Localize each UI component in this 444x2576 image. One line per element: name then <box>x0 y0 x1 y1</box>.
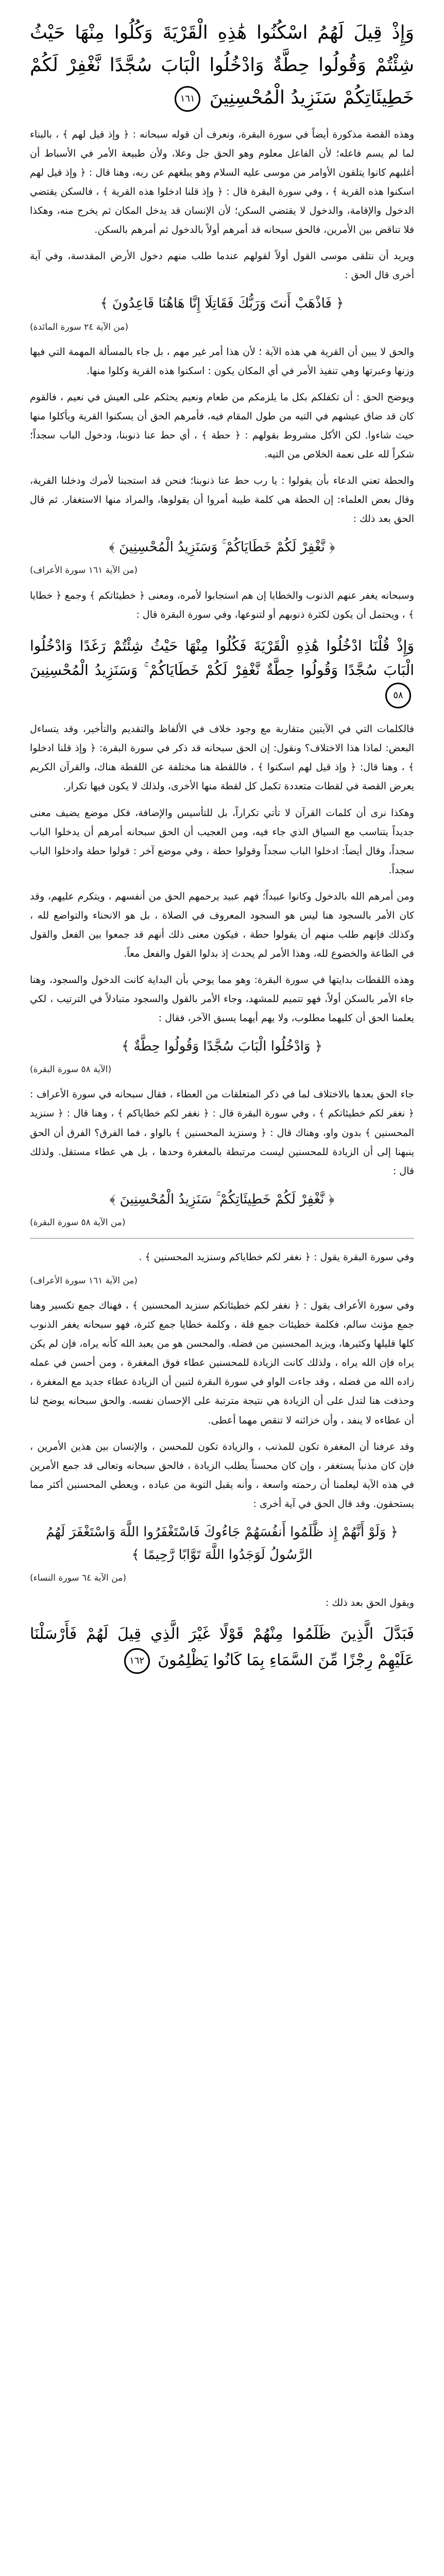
commentary-paragraph-14: وقد عرفنا أن المغفرة تكون للمذنب ، والزيادة تكون للمحسن ، والإنسان بين هذين الأمرين ، فإن كان مذنباً يستغفر ، وإن كان محسناً يطلب الزيادة ، فالحق سبحانه وتعالى قد جمع الأمرين في هذه الآية ليعلمنا أن رحمته واسعة ، وأنه يقبل التوبة من عباده ، ويعطي المحسنين أكثر مما يستحقون. وقد قال الحق في آية أخرى : <box>30 1440 414 1510</box>
reference-1: (من الآية ٢٤ سورة المائدة) <box>30 321 129 332</box>
quoted-verse-1-text: فَاذْهَبْ أَنتَ وَرَبُّكَ فَقَاتِلَا إِنَّا هَاهُنَا قَاعِدُونَ <box>112 296 332 312</box>
quoted-verse-3-text: وَادْخُلُوا الْبَابَ سُجَّدًا وَقُولُوا حِطَّةٌ <box>133 1039 311 1055</box>
section-divider <box>30 1238 414 1239</box>
commentary-paragraph-8: وهكذا نرى أن كلمات القرآن لا تأتي تكراراً، بل للتأسيس والإضافة، فكل موضع يضيف معنى جديداً يتناسب مع السياق الذي جاء فيه، ومن العجيب أن الحق سبحانه أمرهم أن يدخلوا الباب سجداً، وقال أيضاً: ادخلوا الباب سجداً وقولوا حطة ، وفي موضع آخر : قولوا حطة وادخلوا الباب سجداً. <box>30 807 414 876</box>
reference-3: (الآية ٥٨ سورة البقرة) <box>30 1064 112 1075</box>
ayah-number-mark: ١٦١ <box>175 86 200 112</box>
reference-2: (من الآية ١٦١ سورة الأعراف) <box>30 565 138 576</box>
reference-6: (من الآية ٦٤ سورة النساء) <box>30 1573 126 1584</box>
commentary-paragraph-11: جاء الحق بعدها بالاختلاف لما في ذكر المتعلقات من العطاء ، فقال سبحانه في سورة الأعراف : ﴿ نغفر لكم خطيئاتكم ﴾ ، وفي سورة البقرة قال : ﴿ نغفر لكم خطاياكم ﴾ ، وهنا قال : ﴿ سنزيد المحسنين ﴾ بدون واو، وهناك قال : ﴿ وسنزيد المحسنين ﴾ بالواو ، فما الفرق؟ الفرق أن الحق ينبهنا إلى أن الزيادة للمحسنين ليست مرتبطة بالمغفرة وحدها ، بل هي عطاء مستقل. ولذلك قال : <box>30 1089 414 1177</box>
commentary-paragraph-15: ويقول الحق بعد ذلك : <box>325 1597 414 1609</box>
opening-verse <box>30 16 414 114</box>
quoted-verse-5: ﴿ وَلَوْ أَنَّهُمْ إِذ ظَّلَمُوا أَنفُسَهُمْ جَاءُوكَ فَاسْتَغْفَرُوا اللَّهَ وَاسْتَغْفَرَ لَهُمُ الرَّسُولُ لَوَجَدُوا اللَّهَ تَوَّابًا رَّحِيمًا ﴾ <box>46 1524 398 1563</box>
commentary-paragraph-5: والحطة تعني الدعاء بأن يقولوا : يا رب حط عنا ذنوبنا؛ فنحن قد استجبنا لأمرك ودخلنا القرية، وقال بعض العلماء: إن الحطة هي كلمة طيبة أمروا أن يقولوها، والمراد منها الاستغفار. ثم قال الحق بعد ذلك : <box>30 475 414 525</box>
commentary-paragraph-10: وهذه اللقطات بدايتها في سورة البقرة: وهو مما يوحي بأن البداية كانت الدخول والسجود، وهنا جاء الأمر بالسكن أولاً، فهو تتميم للمشهد، وجاء الأمر بالقول والسجود متبادلاً في الترتيب ، لكي يعلمنا الحق أن كليهما مطلوب، ولا يهم أيهما يسبق الآخر، فقال : <box>30 974 414 1024</box>
commentary-paragraph-9: ومن أمرهم الله بالدخول وكانوا عبيداً؛ فهم عبيد يرحمهم الحق من أنفسهم ، ويتكرم عليهم، وقد كان الأمر بالسجود هنا ليس هو السجود المعروف في الصلاة ، بل هو الانحناء والتواضع لله ، وكذلك فإنهم طلب منهم أن يقولوا حطة ، فيكون معنى ذلك أنهم قد جمعوا بين الفعل والقول في الطاعة والخضوع لله، وهذا الأمر لم يحدث إذ بدلوا القول والفعل معاً. <box>30 890 414 959</box>
quoted-verse-2: ﴿ نَّغْفِرْ لَكُمْ خَطَايَاكُمْ ۚ وَسَنَزِيدُ الْمُحْسِنِينَ ﴾ <box>109 539 335 555</box>
baqarah-verse <box>30 634 414 709</box>
commentary-paragraph-6: وسبحانه يغفر عنهم الذنوب والخطايا إن هم استجابوا لأمره، ومعنى ﴿ خطيئاتكم ﴾ وجمع ﴿ خطايا ﴾ ، ويحتمل أن يكون لكثرة ذنوبهم أو لتنوعها، وفي سورة البقرة قال : <box>30 589 414 620</box>
commentary-paragraph-3: والحق لا يبين أن القرية هي هذه الآية ؛ لأن هذا أمر غير مهم ، بل جاء بالمسألة المهمة التي فيها وزنها وعبرتها وهي تنفيذ الأمر في أي المكان يكون : اسكنوا هذه القرية وكلوا منها. <box>30 346 414 377</box>
commentary-paragraph-1: وهذه القصة مذكورة أيضاً في سورة البقرة، ونعرف أن قوله سبحانه : ﴿ وإذ قيل لهم ﴾ ، بالبناء لما لم يسم فاعله؛ لأن الفاعل معلوم وهو الحق جل وعلا، ولأن طبيعة الأمر في الأسباط أن أغلبهم كانوا يتلقون الأوامر من موسى عليه السلام وهو يبلغهم عن ربه، وهنا قال : ﴿ وإذ قيل لهم اسكنوا هذه القرية ﴾ ، وفي سورة البقرة قال : ﴿ وإذ قلنا ادخلوا هذه القرية ﴾ ، فالسكن يقتضي الدخول والإقامة، والدخول لا يقتضي السكن؛ لأن الإنسان قد يدخل المكان ثم يخرج منه، وهكذا فلا تناقض بين الأمرين، فالحق سبحانه قد أمرهم أولاً بالدخول ثم أمرهم بالسكن. <box>30 129 414 236</box>
quoted-verse-1: ﴿ فَاذْهَبْ أَنتَ وَرَبُّكَ فَقَاتِلَا إِنَّا هَاهُنَا قَاعِدُونَ ﴾ <box>100 296 344 312</box>
quoted-verse-3: ﴿ وَادْخُلُوا الْبَابَ سُجَّدًا وَقُولُوا حِطَّةٌ ﴾ <box>122 1039 322 1055</box>
commentary-paragraph-2: ويريد أن نتلقى موسى القول أولاً لقولهم عندما طلب منهم دخول الأرض المقدسة، وفي آية أخرى قال الحق : <box>30 250 414 281</box>
opening-verse-text: وَإِذْ قِيلَ لَهُمُ اسْكُنُوا هَٰذِهِ الْقَرْيَةَ وَكُلُوا مِنْهَا حَيْثُ شِئْتُمْ وَقُولُوا حِطَّةٌ وَادْخُلُوا الْبَابَ سُجَّدًا نَّغْفِرْ لَكُمْ خَطِيئَاتِكُمْ سَنَزِيدُ الْمُحْسِنِينَ <box>30 22 414 108</box>
quoted-verse-5-text: وَلَوْ أَنَّهُمْ إِذ ظَّلَمُوا أَنفُسَهُمْ جَاءُوكَ فَاسْتَغْفَرُوا اللَّهَ وَاسْتَغْفَرَ لَهُمُ الرَّسُولُ لَوَجَدُوا اللَّهَ تَوَّابًا رَّحِيمًا <box>46 1524 386 1563</box>
quoted-verse-4-text: نَّغْفِرْ لَكُمْ خَطِيئَاتِكُمْ ۚ سَنَزِيدُ الْمُحْسِنِينَ <box>119 1191 325 1207</box>
quoted-verse-2-text: نَّغْفِرْ لَكُمْ خَطَايَاكُمْ ۚ وَسَنَزِيدُ الْمُحْسِنِينَ <box>119 539 325 555</box>
commentary-paragraph-7: فالكلمات التي في الآيتين متقاربة مع وجود خلاف في الألفاظ والتقديم والتأخير، وقد يتساءل البعض: لماذا هذا الاختلاف؟ ونقول: إن الحق سبحانه قد ذكر في سورة البقرة: ﴿ وإذ قلنا ادخلوا ﴾ ، وهنا قال: ﴿ وإذ قيل لهم اسكنوا ﴾ ، فاللقطة هنا مختلفة عن اللقطة هناك، والقرآن الكريم يعرض القصة في لقطات متعددة تكمل كل لقطة منها الأخرى، ولذلك لا يكون فيها تكرار. <box>30 723 414 792</box>
commentary-paragraph-4: ويوضح الحق : أن تكفلكم بكل ما يلزمكم من طعام ونعيم يحثكم على العيش في نعيم ، فالقوم كان قد ضاق عيشهم في التيه من طول المقام فيه، فأمرهم الحق أن يسكنوا القرية ويأكلوا منها حيث شاءوا. لكن الأكل مشروط بقولهم : ﴿ حطة ﴾ ، أي حط عنا ذنوبنا، ودخول الباب سجداً؛ شكراً لله على نعمة الخلاص من التيه. <box>30 391 414 460</box>
ayah-number-mark-2: ٥٨ <box>385 683 411 708</box>
closing-verse-text: فَبَدَّلَ الَّذِينَ ظَلَمُوا مِنْهُمْ قَوْلًا غَيْرَ الَّذِي قِيلَ لَهُمْ فَأَرْسَلْنَا عَلَيْهِمْ رِجْزًا مِّنَ السَّمَاءِ بِمَا كَانُوا يَظْلِمُونَ <box>30 1625 414 1670</box>
reference-4: (من الآية ٥٨ سورة البقرة) <box>30 1217 126 1228</box>
quoted-verse-4: ﴿ نَّغْفِرْ لَكُمْ خَطِيئَاتِكُمْ ۚ سَنَزِيدُ الْمُحْسِنِينَ ﴾ <box>109 1191 335 1207</box>
baqarah-verse-text: وَإِذْ قُلْنَا ادْخُلُوا هَٰذِهِ الْقَرْيَةَ فَكُلُوا مِنْهَا حَيْثُ شِئْتُمْ رَغَدًا وَادْخُلُوا الْبَابَ سُجَّدًا وَقُولُوا حِطَّةٌ نَّغْفِرْ لَكُمْ خَطَايَاكُمْ ۚ وَسَنَزِيدُ الْمُحْسِنِينَ <box>30 637 414 679</box>
commentary-paragraph-13: وفي سورة الأعراف يقول : ﴿ نغفر لكم خطيئاتكم سنزيد المحسنين ﴾ ، فهناك جمع تكسير وهنا جمع مؤنث سالم، فكلمة خطيئات جمع قلة ، وكلمة خطايا جمع كثرة، فهو سبحانه يغفر الذنوب كلها قليلها وكثيرها، ويزيد المحسنين من فضله. والمحسن هو من يعبد الله كأنه يراه، فإن لم يكن يراه فإن الله يراه ، ولذلك كانت الزيادة للمحسنين عطاء فوق المغفرة ، ومن أحسن في عمله زاده الله من فضله ، وقد جاءت الواو في سورة البقرة لتبين أن الزيادة عطاء جديد مع المغفرة ، وحذفت هنا لتدل على أن الزيادة هي نتيجة مترتبة على الإحسان نفسه. والحق سبحانه يوضح لنا أن عطاءه لا ينفد ، وأن خزائنه لا تنقص مهما أعطى. <box>30 1300 414 1426</box>
closing-verse <box>30 1621 414 1674</box>
reference-5: (من الآية ١٦١ سورة الأعراف) <box>30 1276 138 1286</box>
commentary-paragraph-12: وفي سورة البقرة يقول : ﴿ نغفر لكم خطاياكم وسنزيد المحسنين ﴾ . <box>139 1251 414 1263</box>
ayah-number-mark-3: ١٦٢ <box>124 1648 150 1674</box>
